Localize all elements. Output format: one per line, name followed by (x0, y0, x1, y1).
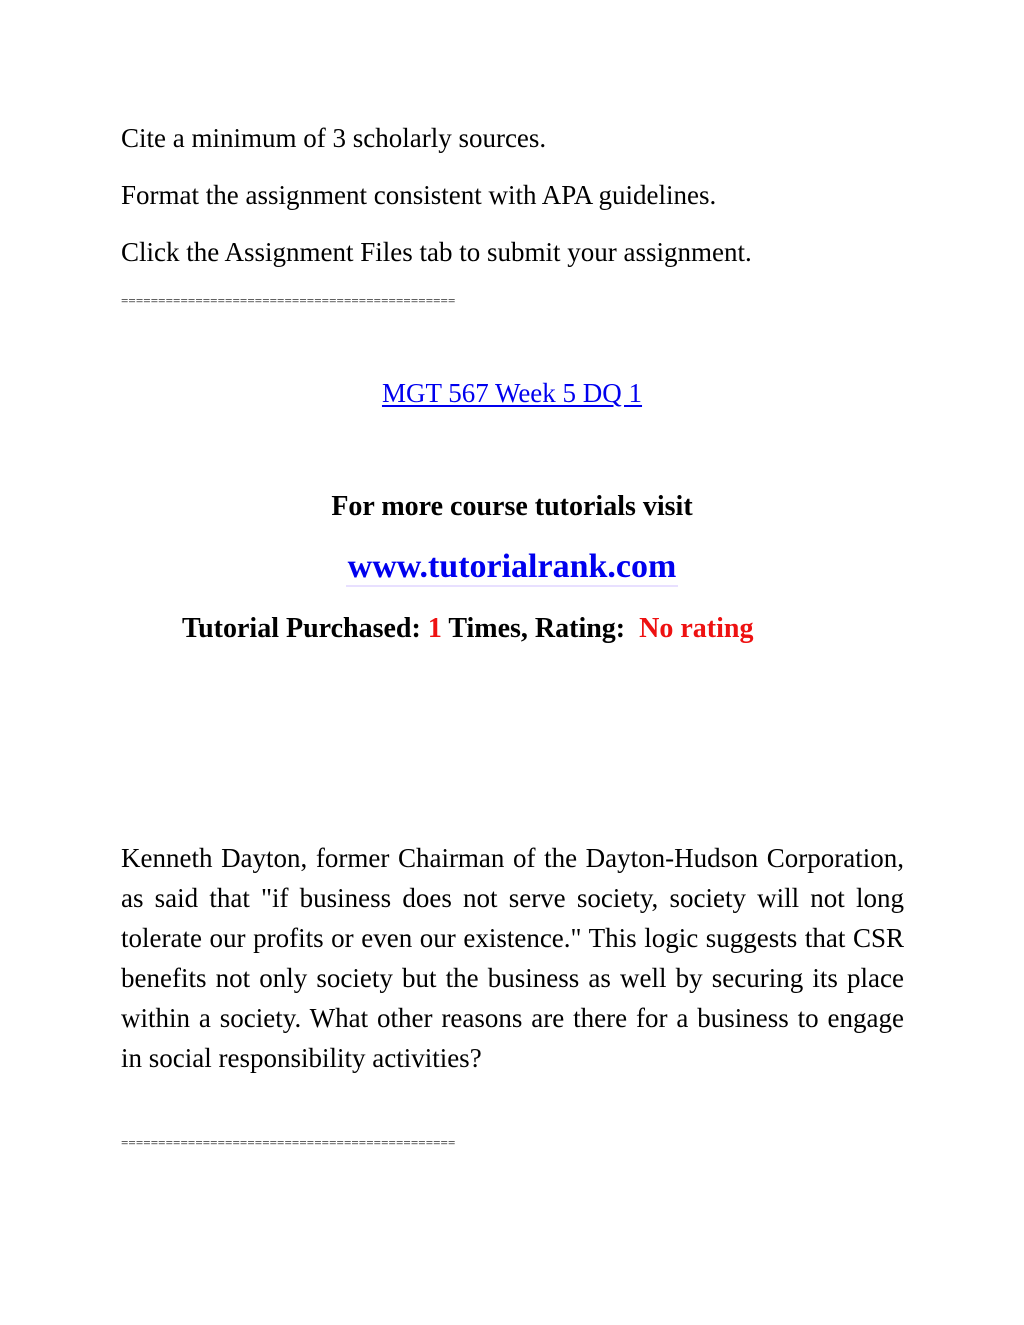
site-link[interactable]: www.tutorialrank.com (347, 548, 677, 585)
site-link-row (0, 546, 1024, 588)
course-title-link[interactable]: MGT 567 Week 5 DQ 1 (381, 378, 643, 408)
purchase-count: 1 (427, 613, 442, 644)
separator-bottom: ============================================= (121, 1135, 456, 1150)
visit-heading: For more course tutorials visit (331, 491, 693, 522)
times-rating-label: Times, Rating: (448, 613, 626, 644)
instruction-cite-sources: Cite a minimum of 3 scholarly sources. (121, 123, 547, 153)
separator-top: ============================================= (121, 293, 456, 308)
rating-value: No rating (639, 613, 754, 644)
discussion-question: Kenneth Dayton, former Chairman of the Dayton-Hudson Corporation, as said that "if business does not serve society, society will not long tolerate our profits or even our existence." This logic suggests that CSR benefits not only society but the business as well by securing its place within a society. What other reasons are there for a business to engage in social responsibility activities? (121, 843, 904, 1073)
purchase-label: Tutorial Purchased: (182, 613, 421, 644)
purchase-info (182, 612, 753, 646)
instruction-apa-format: Format the assignment consistent with APA guidelines. (121, 180, 717, 210)
instruction-submit: Click the Assignment Files tab to submit your assignment. (121, 237, 752, 267)
